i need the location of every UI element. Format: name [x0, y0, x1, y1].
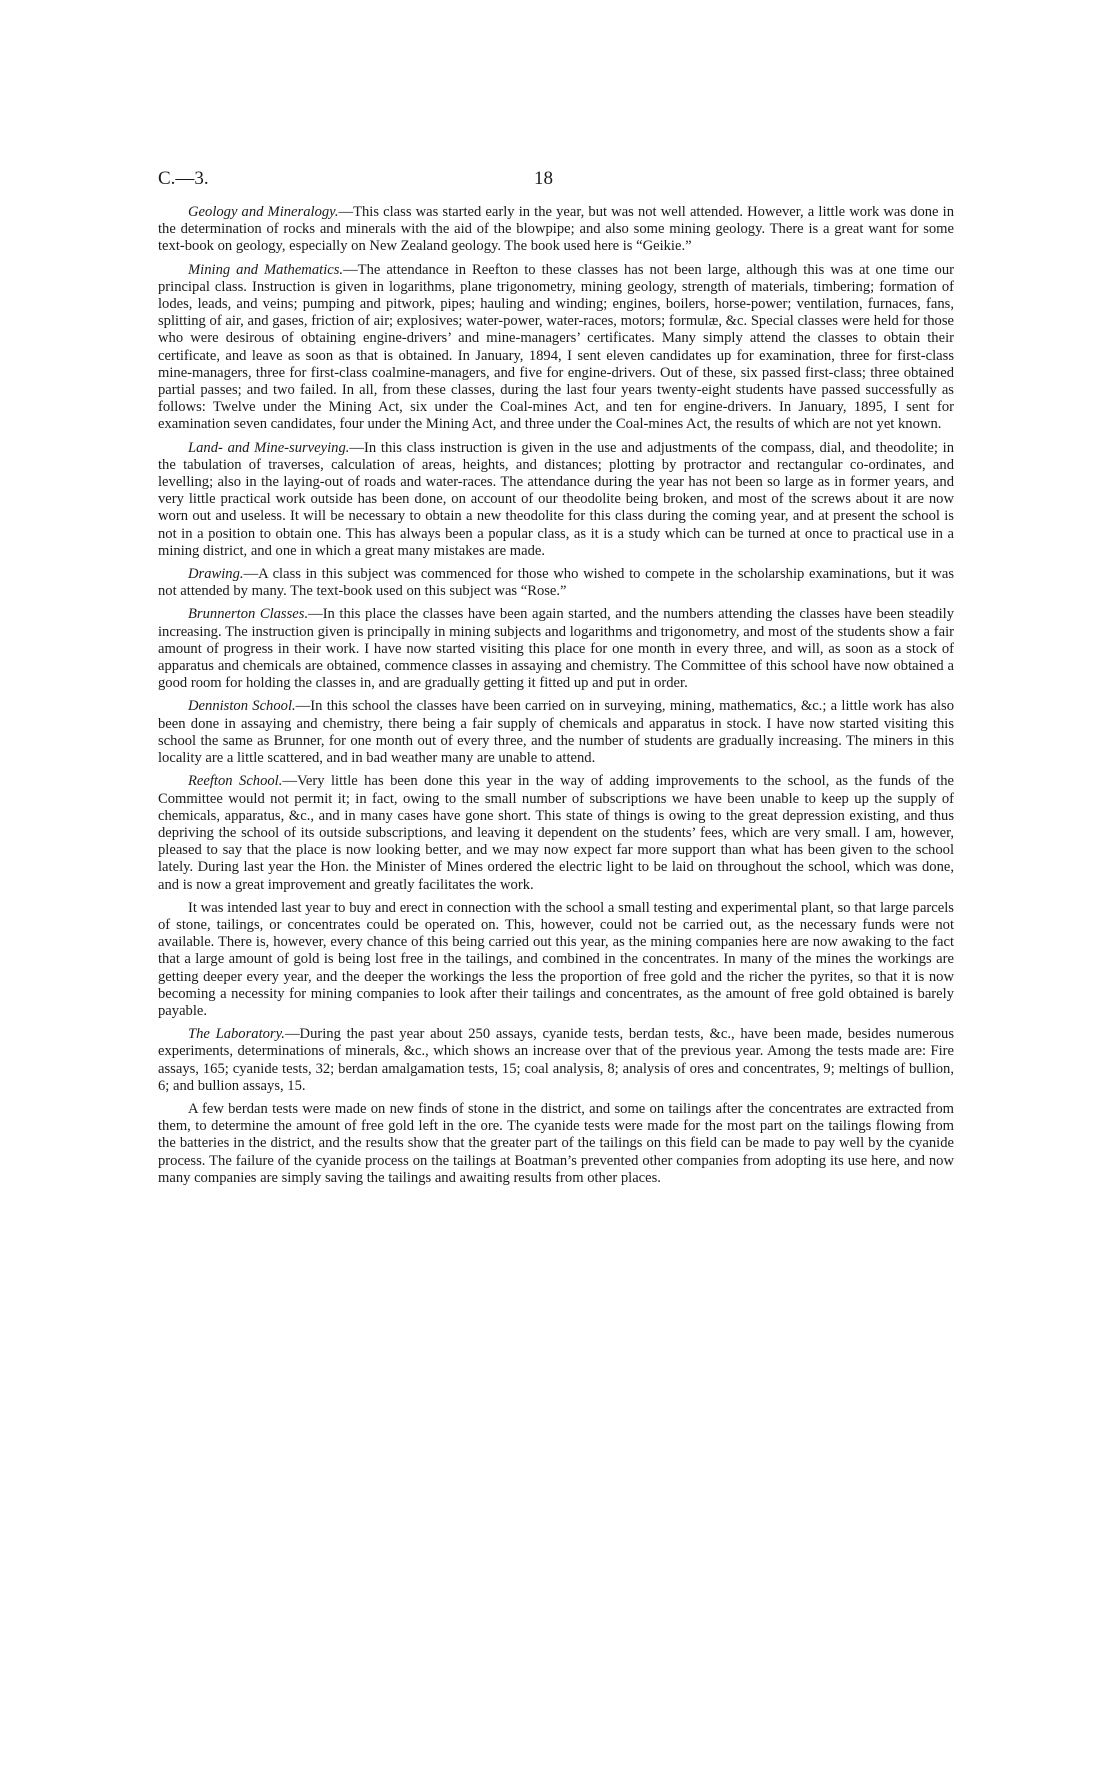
paragraph-drawing	[158, 566, 954, 600]
paragraph-brunnerton	[158, 606, 954, 692]
paragraph-surveying	[158, 440, 954, 560]
paragraph-heading: The Laboratory.	[188, 1026, 285, 1043]
paragraph-laboratory	[158, 1026, 954, 1095]
paragraph-heading: Mining and Mathematics.	[188, 261, 344, 278]
paragraph-heading: Brunnerton Classes.	[188, 606, 309, 623]
paragraph-mining	[158, 262, 954, 434]
paragraph-berdan-tests	[158, 1101, 954, 1187]
paragraph-heading: Reefton School.	[188, 773, 283, 790]
paragraph-text: A few berdan tests were made on new finds of stone in the district, and some on tailings after the concentrates are extracted from them, to determine the amount of free gold left in the ore. The cyanide tests were made for the most part on the tailings flowing from the batteries in the district, and the results show that the greater part of the tailings on this field can be made to pay well by the cyanide process. The failure of the cyanide process on the tailings at Boatman’s prevented other companies from adopting its use here, and now many companies are simply saving the tailings and awaiting results from other places.	[158, 1100, 954, 1186]
paragraph-text: —A class in this subject was commenced for those who wished to compete in the scholarship examinations, but it was not attended by many. The text-book used on this subject was “Rose.”	[158, 566, 954, 600]
paragraph-testing-plant	[158, 900, 954, 1020]
paragraph-text: —This class was started early in the year, but was not well attended. However, a little work was done in the determination of rocks and minerals with the aid of the blowpipe; and also some mining geology. There is a great want for some text-book on geology, especially on New Zealand geology. The book used here is “Geikie.”	[158, 204, 954, 255]
paragraph-text: —In this school the classes have been carried on in surveying, mining, mathematics, &c.; a little work has also been done in assaying and chemistry, there being a fair supply of chemicals and apparatus in stock. I have now started visiting this school the same as Brunner, for one month out of every three, and the number of students are gradually increasing. The miners in this locality are a little scattered, and in bad weather many are unable to attend.	[158, 698, 955, 767]
paragraph-heading: Denniston School.	[188, 698, 296, 715]
paragraph-text: —Very little has been done this year in the way of adding improvements to the school, as the funds of the Committee would not permit it; in fact, owing to the small number of subscriptions we have been unable to keep up the supply of chemicals, apparatus, &c., and in many cases have gone short. This state of things is owing to the great depression existing, and thus depriving the school of its outside subscriptions, and leaving it dependent on the students’ fees, which are very small. I am, however, pleased to say that the place is now looking better, and we may now expect far more support than what has been given to the school lately. During last year the Hon. the Minister of Mines ordered the electric light to be laid on throughout the school, which was done, and is now a great improvement and greatly facilitates the work.	[158, 773, 954, 893]
paragraph-heading: Geology and Mineralogy.	[188, 204, 339, 220]
page-header	[158, 168, 954, 204]
document-page	[158, 168, 954, 1193]
paragraph-text: —The attendance in Reefton to these classes has not been large, although this was at one time our principal class. Instruction is given in logarithms, plane trigonometry, mining geology, strength of materials, timbering; formation of lodes, leads, and veins; pumping and pitwork, pipes; hauling and winding; engines, boilers, horse-power; ventilation, furnaces, fans, splitting of air, and gases, friction of air; explosives; water-power, water-races, motors; formulæ, &c. Special classes were held for those who were desirous of obtaining engine-drivers’ and mine-managers’ certificates. Many simply attend the classes to obtain their certificate, and leave as soon as that is obtained. In January, 1894, I sent eleven candidates up for examination, three for first-class mine-managers, three for first-class coalmine-managers, and five for engine-drivers. Out of these, six passed first-class; three obtained partial passes; and two failed. In all, from these classes, during the last four years twenty-eight students have passed successfully as follows: Twelve under the Mining Act, six under the Coal-mines Act, and ten for engine-drivers. In January, 1895, I sent for examination seven candidates, four under the Mining Act, and three under the Coal-mines Act, the results of which are not yet known.	[158, 261, 954, 433]
paragraph-denniston	[158, 698, 954, 767]
paragraph-reefton	[158, 773, 954, 893]
paragraph-text: —In this class instruction is given in the use and adjustments of the compass, dial, and theodolite; in the tabulation of traverses, calculation of areas, heights, and distances; plotting by protractor and rectangular co-ordinates, and levelling; also in the laying-out of roads and water-races. The attendance during the year has not been so large as in former years, and very little practical work outside has been done, on account of our theodolite being broken, and most of the screws about it are now worn out and useless. It will be necessary to obtain a new theodolite for this class during the coming year, and at present the school is not in a position to obtain one. This has always been a popular class, as it is a study which can be turned at once to practical use in a mining district, and one in which a great many mistakes are made.	[158, 439, 954, 559]
paragraph-text: It was intended last year to buy and erect in connection with the school a small testing and experimental plant, so that large parcels of stone, tailings, or concentrates could be operated on. This, however, could not be carried out, as the necessary funds were not available. There is, however, every chance of this being carried out this year, as the mining companies here are now awaking to the fact that a large amount of gold is being lost free in the tailings, and combined in the concentrates. In many of the mines the workings are getting deeper every year, and the deeper the workings the less the proportion of free gold and the richer the pyrites, so that it is now becoming a necessity for mining companies to look after their tailings and concentrates, as the amount of free gold obtained is barely payable.	[158, 899, 954, 1019]
paragraph-heading: Drawing.	[188, 566, 244, 583]
page-number: 18	[534, 168, 553, 189]
paragraph-text: —During the past year about 250 assays, cyanide tests, berdan tests, &c., have been made, besides numerous experiments, determinations of minerals, &c., which shows an increase over that of the previous year. Among the tests made are: Fire assays, 165; cyanide tests, 32; berdan amalgamation tests, 15; coal analysis, 8; analysis of ores and concentrates, 9; meltings of bullion, 6; and bullion assays, 15.	[158, 1026, 955, 1094]
paragraph-heading: Land- and Mine-surveying.	[188, 439, 350, 456]
paragraph-geology	[158, 204, 954, 256]
paragraph-text: —In this place the classes have been again started, and the numbers attending the classes have been steadily increasing. The instruction given is principally in mining subjects and logarithms and trigonometry, and most of the students show a fair amount of progress in their work. I have now started visiting this place for one month in every three, and will, as soon as a stock of apparatus and chemicals are obtained, commence classes in assaying and chemistry. The Committee of this school have now obtained a good room for holding the classes in, and are gradually getting it fitted up and put in order.	[158, 606, 954, 692]
document-reference: C.—3.	[158, 168, 209, 189]
